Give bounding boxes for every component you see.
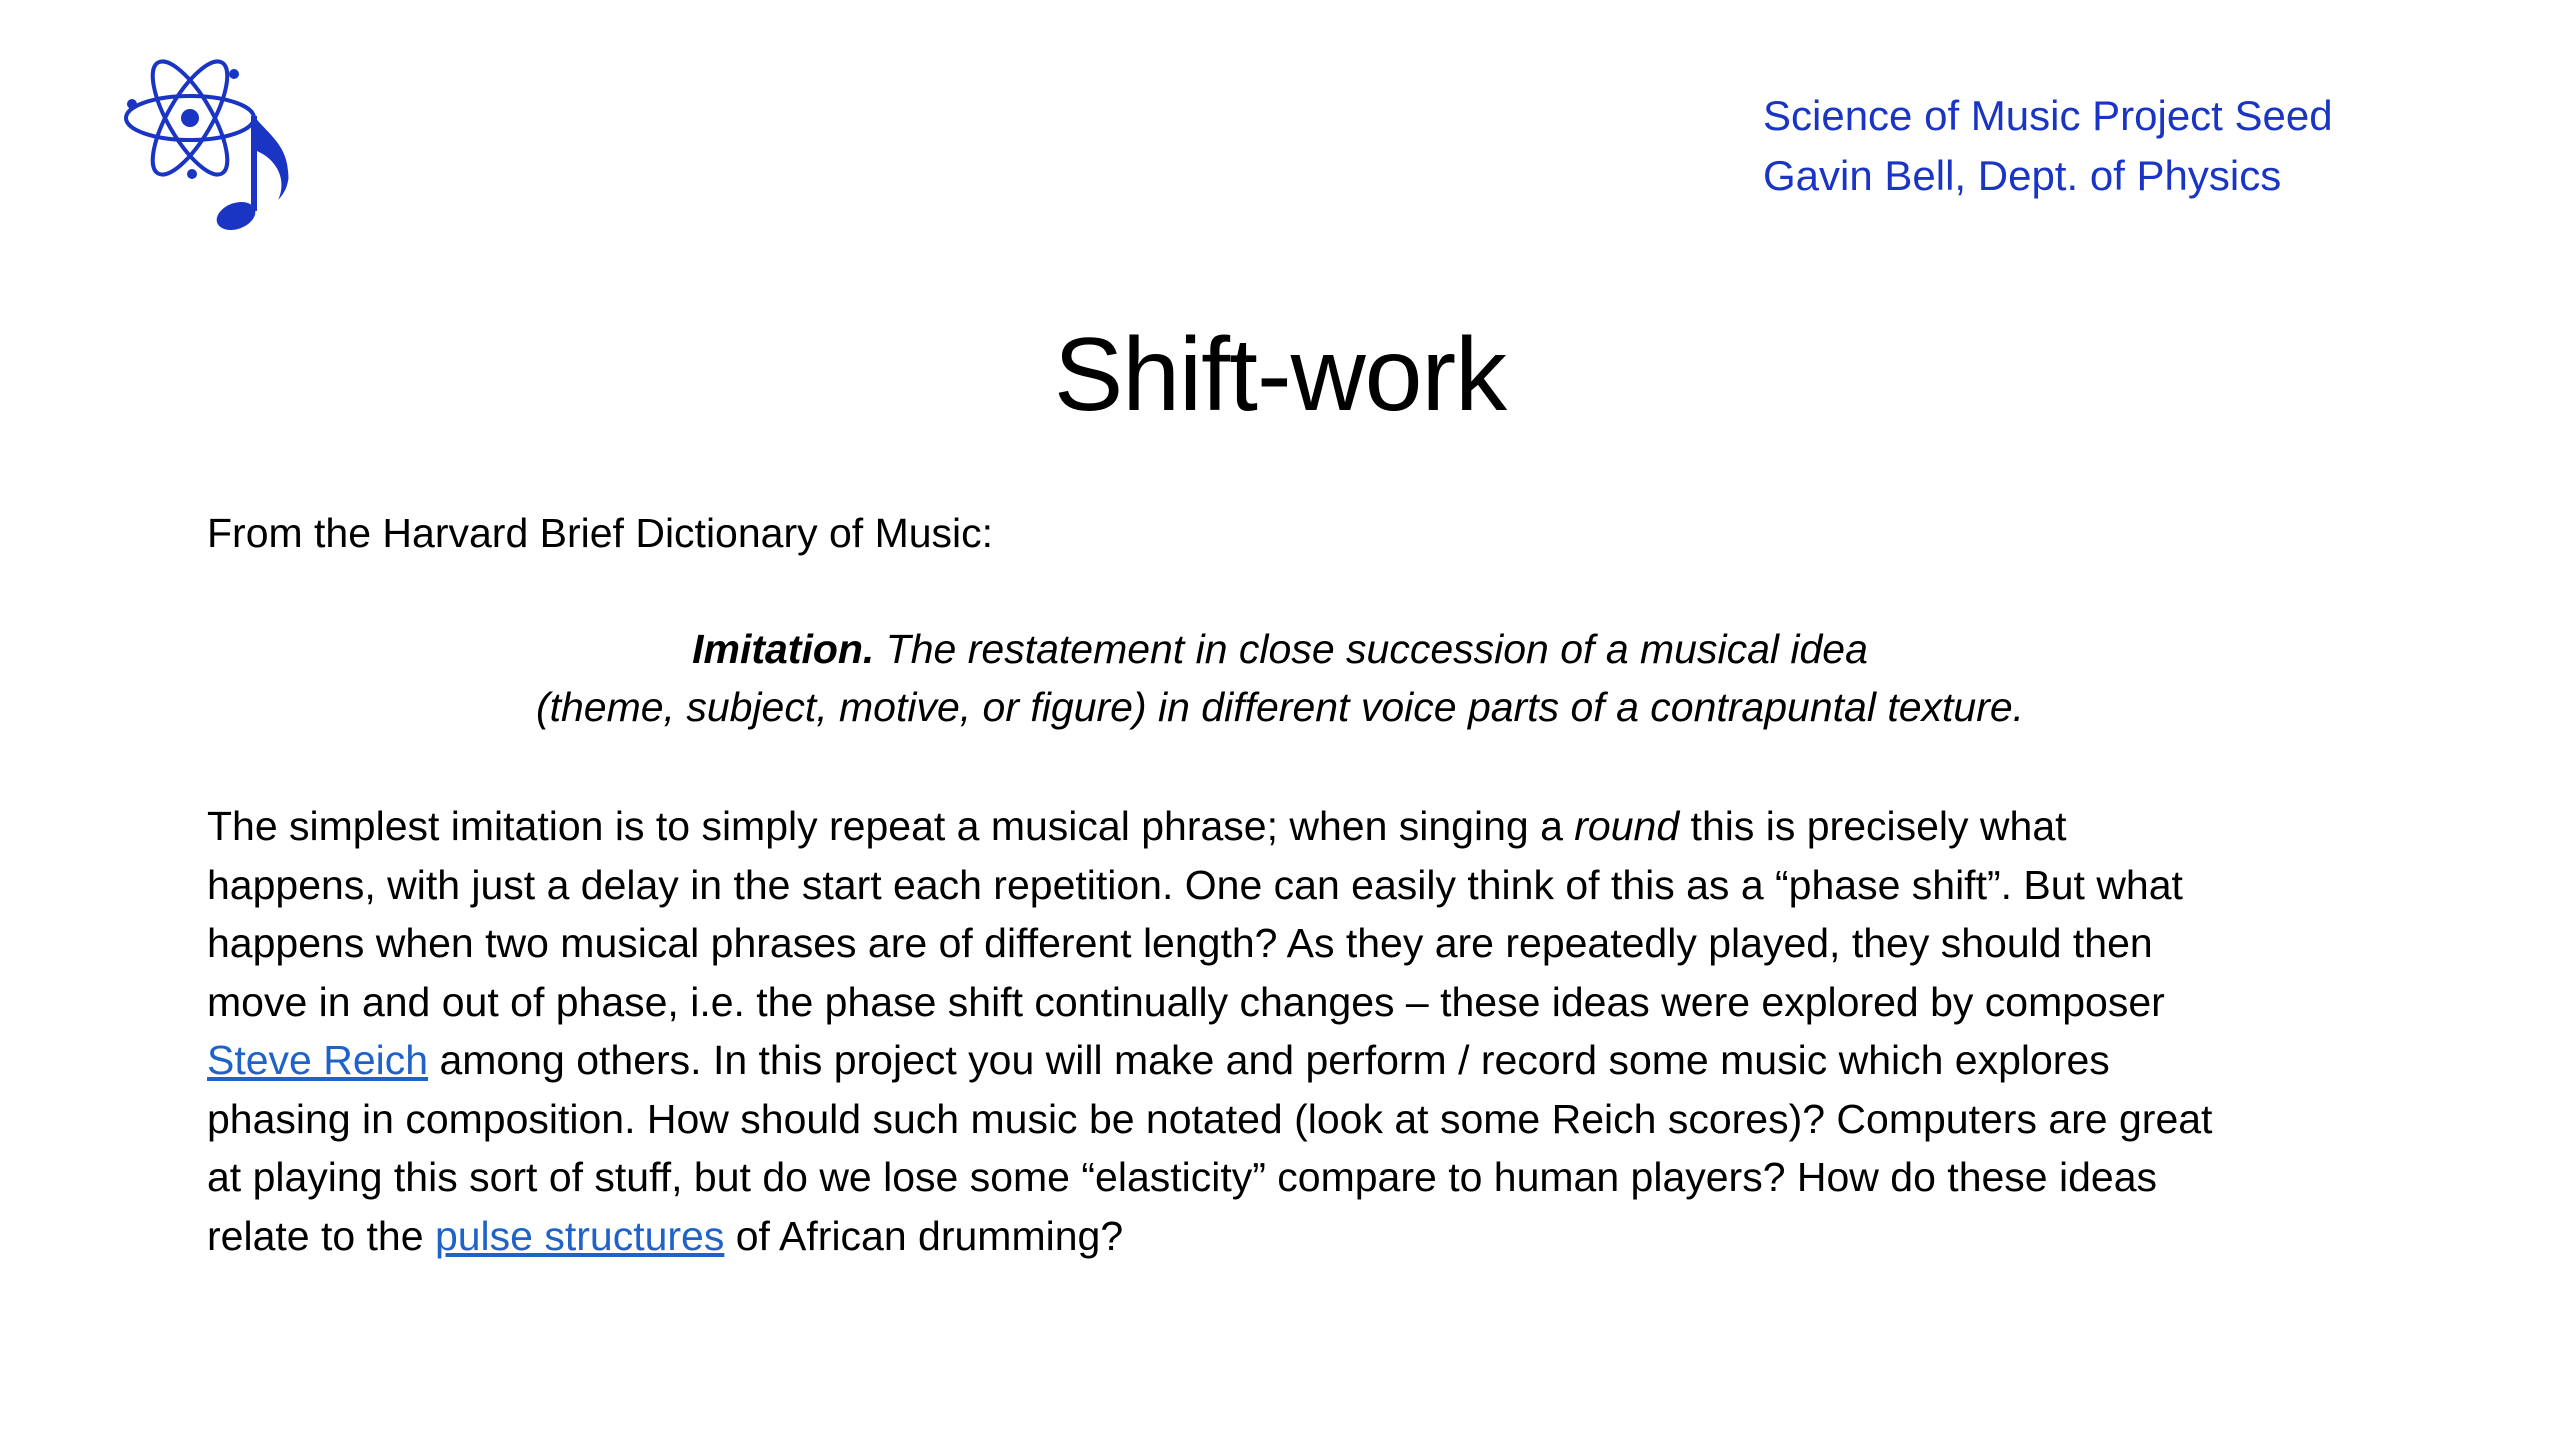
steve-reich-link[interactable]: Steve Reich [207,1037,429,1083]
body-line [207,797,2387,856]
quote-term: Imitation. [692,626,875,672]
body-emphasis: round [1574,803,1680,849]
body-line [207,1207,2387,1266]
body-paragraph [207,797,2387,1265]
project-seed-label: Science of Music Project Seed [1763,92,2333,139]
pulse-structures-link[interactable]: pulse structures [434,1212,725,1259]
body-line: phasing in composition. How should such music be notated (look at some Reich scores)? Computers are great [207,1095,2213,1142]
body-text-run: relate to the [207,1212,435,1259]
header-attribution [1672,86,2432,206]
body-line: at playing this sort of stuff, but do we lose some “elasticity” compare to human players? How do these ideas [207,1154,2158,1200]
intro-text: From the Harvard Brief Dictionary of Music: [207,510,994,556]
body-text-run: The simplest imitation is to simply repeat a musical phrase; when singing a [207,803,1575,849]
body-line: happens when two musical phrases are of different length? As they are repeatedly played, they should then [207,920,2153,966]
body-text-run: this is precisely what [1679,803,2067,849]
body-line: move in and out of phase, i.e. the phase shift continually changes – these ideas were explored by composer [207,978,2165,1025]
atom-music-note-icon [118,56,308,236]
body-line: happens, with just a delay in the start each repetition. One can easily think of this as a “phase shift”. But what [207,861,2183,908]
body-line [207,1031,2387,1090]
body-text-run: of African drumming? [724,1212,1124,1259]
quote-line-1 [0,620,2560,678]
page-title: Shift-work [1053,317,1507,433]
body-text-run: among others. In this project you will make and perform / record some music which explores [428,1037,2110,1083]
author-label: Gavin Bell, Dept. of Physics [1763,152,2282,199]
quote-line-1-rest: The restatement in close succession of a musical idea [874,626,1868,672]
definition-quote [0,620,2560,736]
quote-line-2: (theme, subject, motive, or figure) in different voice parts of a contrapuntal texture. [535,684,2025,730]
